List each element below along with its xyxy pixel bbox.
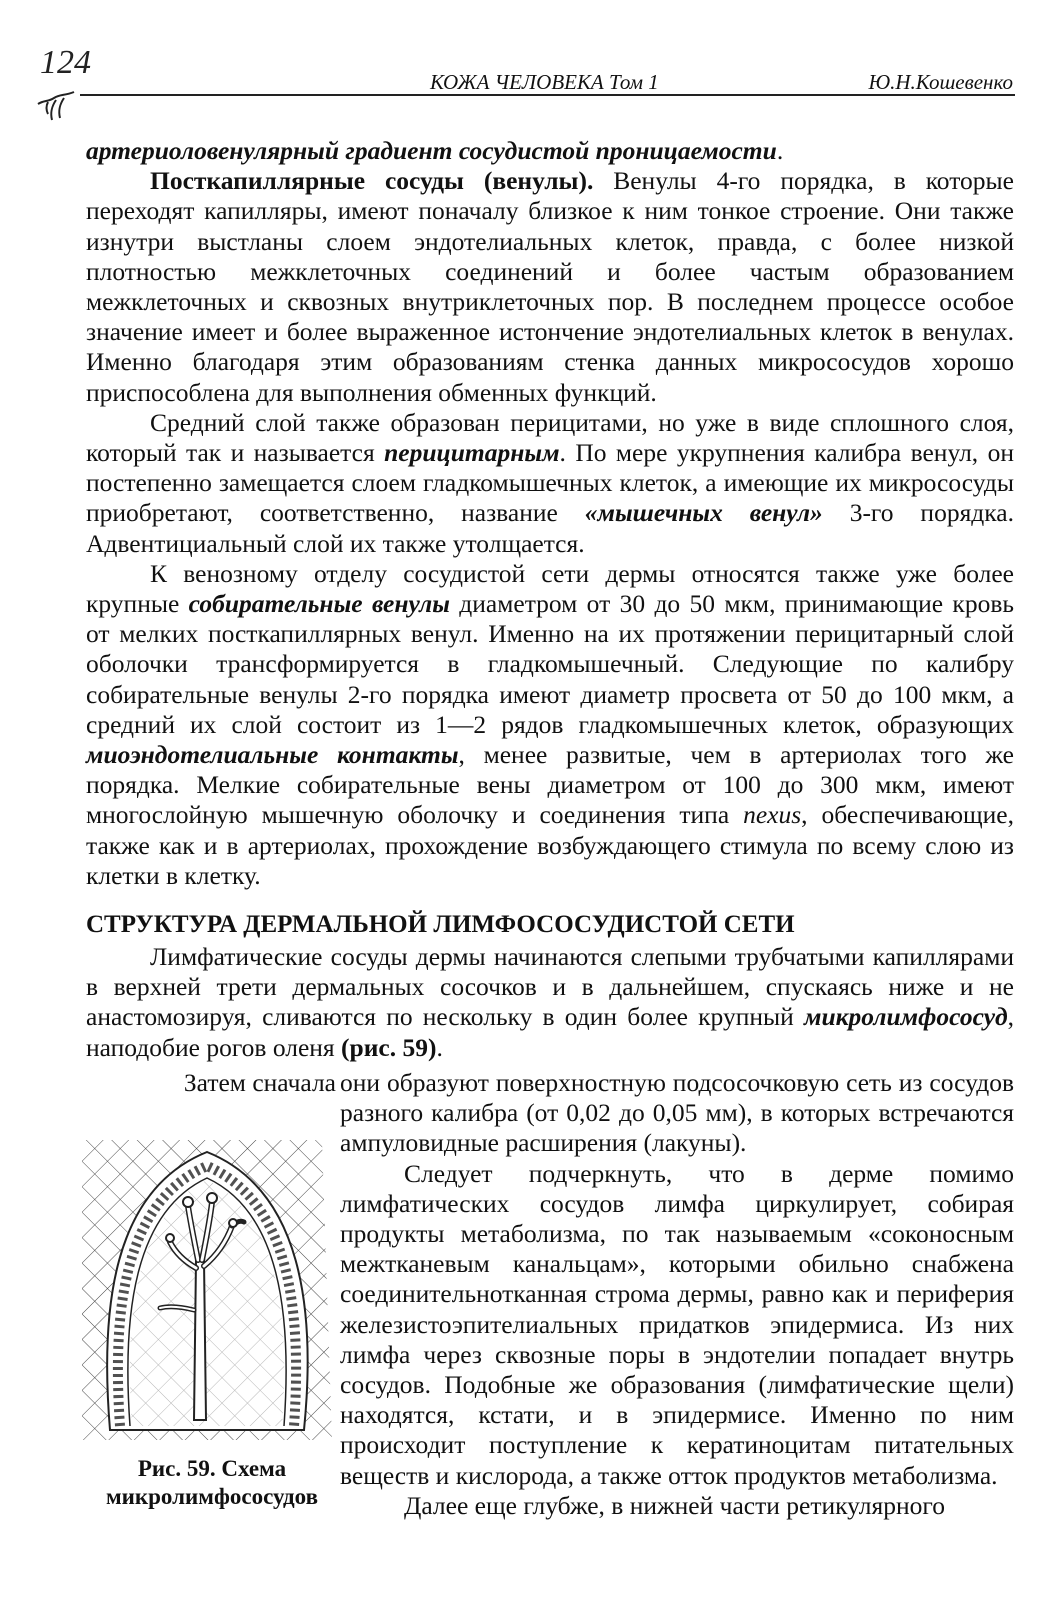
wrapped-text-column (340, 1068, 1014, 1521)
term-emphasis: перицитарным (384, 438, 560, 468)
paragraph-lead-words: Затем сначала (183, 1068, 336, 1097)
paragraph-collecting-venules: К венозному отделу сосудистой сети дермы относятся также уже более крупные собирательные венулы диаметром от 30 до 50 мкм, принимающие кровь от мелких посткапиллярных венул. Именно на их протяжении перицитарный слой оболочки трансформируется в гладкомышечный. Следующие по калибру собирательные венулы 2-го порядка имеют диаметр просвета от 50 до 100 мкм, а средний их слой состоит из 1—2 рядов гладкомышечных клеток, образующих миоэндотелиальные контакты, менее развитые, чем в артериолах того же порядка. Мелкие собирательные вены диаметром от 100 до 300 мкм, имеют многослойную мышечную оболочку и соединения типа nexus, обеспечивающие, также как и в артериолах, прохождение возбуждающего стимула по всему слою из клетки в клетку. (86, 558, 1014, 890)
page-number: 124 (40, 44, 91, 81)
figure-caption: Рис. 59. Схема микролимфососудов (105, 1456, 319, 1509)
term-emphasis: миоэндотелиальные контакты (86, 740, 459, 770)
paragraph-middle-layer: Средний слой также образован перицитами, но уже в виде сплошного слоя, который так и называется перицитарным. По мере укрупнения калибра венул, он постепенно замещается слоем гладкомышечных клеток, а имеющие их микрососуды приобретают, соответственно, название «мышечных венул» 3-го порядка. Адвентициальный слой их также утолщается. (86, 407, 1014, 558)
term-italic: nexus (743, 800, 802, 830)
figure-lymph-schematic (82, 1110, 332, 1440)
term-emphasis: «мышечных венул» (584, 498, 823, 528)
main-text (86, 136, 1014, 891)
term-emphasis: микролимфососуд (803, 1002, 1008, 1032)
figure-reference: (рис. 59) (341, 1032, 437, 1062)
paragraph-subpapillary: они образуют поверхностную подсосочковую сеть из сосудов разного калибра (от 0,02 до 0,05 мм), в которых встречаются ампуловидные расширения (лакуны). (340, 1068, 1014, 1158)
paragraph-venules: Посткапиллярные сосуды (венулы). Венулы 4-го порядка, в которые переходят капилляры, имеют поначалу близкое к ним тонкое строение. Они также изнутри выстланы слоем эндотелиальных клеток, правда, с более низкой плотностью межклеточных соединений и более частым образованием межклеточных и сквозных внутриклеточных пор. В последнем процессе особое значение имеет и более выраженное истончение эндотелиальных клеток в венулах. Именно благодаря этим образованиям стенка данных микрососудов хорошо приспособлена для выполнения обменных функций. (86, 166, 1014, 407)
running-header-title: КОЖА ЧЕЛОВЕКА Том 1 (430, 70, 659, 94)
term-line: артериоловенулярный градиент сосудистой проницаемости. (86, 136, 784, 165)
term-emphasis: собирательные венулы (188, 589, 450, 619)
header-rule (80, 94, 1015, 96)
term-emphasis: артериоловенулярный градиент сосудистой проницаемости (86, 136, 777, 165)
paragraph-lymph: Лимфатические сосуды дермы начинаются слепыми трубчатыми капиллярами в верхней трети дермальных сосочков и в дальнейшем, спускаясь ниже и не анастомозируя, сливаются по нескольку в один более крупный микролимфососуд, наподобие рогов оленя (рис. 59). (86, 942, 1014, 1062)
header-ornament-icon (34, 88, 80, 124)
running-header-author: Ю.Н.Кошевенко (868, 70, 1013, 94)
paragraph-tissue-channels: Следует подчеркнуть, что в дерме помимо лимфатических сосудов лимфа циркулирует, собирая продукты метаболизма, по так называемым «соконосным межтканевым канальцам», которыми обильно снабжена соединительнотканная строма дермы, равно как и периферия железистоэпителиальных придатков эпидермиса. Из них лимфа через сквозные поры в эндотелии попадает внутрь сосудов. Подобные же образования (лимфатические щели) находятся, кстати, и в эпидермисе. Именно по ним происходит поступление к кератиноцитам питательных веществ и кислорода, а также отток продуктов метаболизма. (340, 1158, 1014, 1490)
paragraph-heading: Посткапиллярные сосуды (венулы). (150, 166, 594, 196)
section-heading: СТРУКТУРА ДЕРМАЛЬНОЙ ЛИМФОСОСУДИСТОЙ СЕТИ (86, 911, 795, 938)
paragraph-continued: Далее еще глубже, в нижней части ретикулярного (404, 1490, 945, 1520)
